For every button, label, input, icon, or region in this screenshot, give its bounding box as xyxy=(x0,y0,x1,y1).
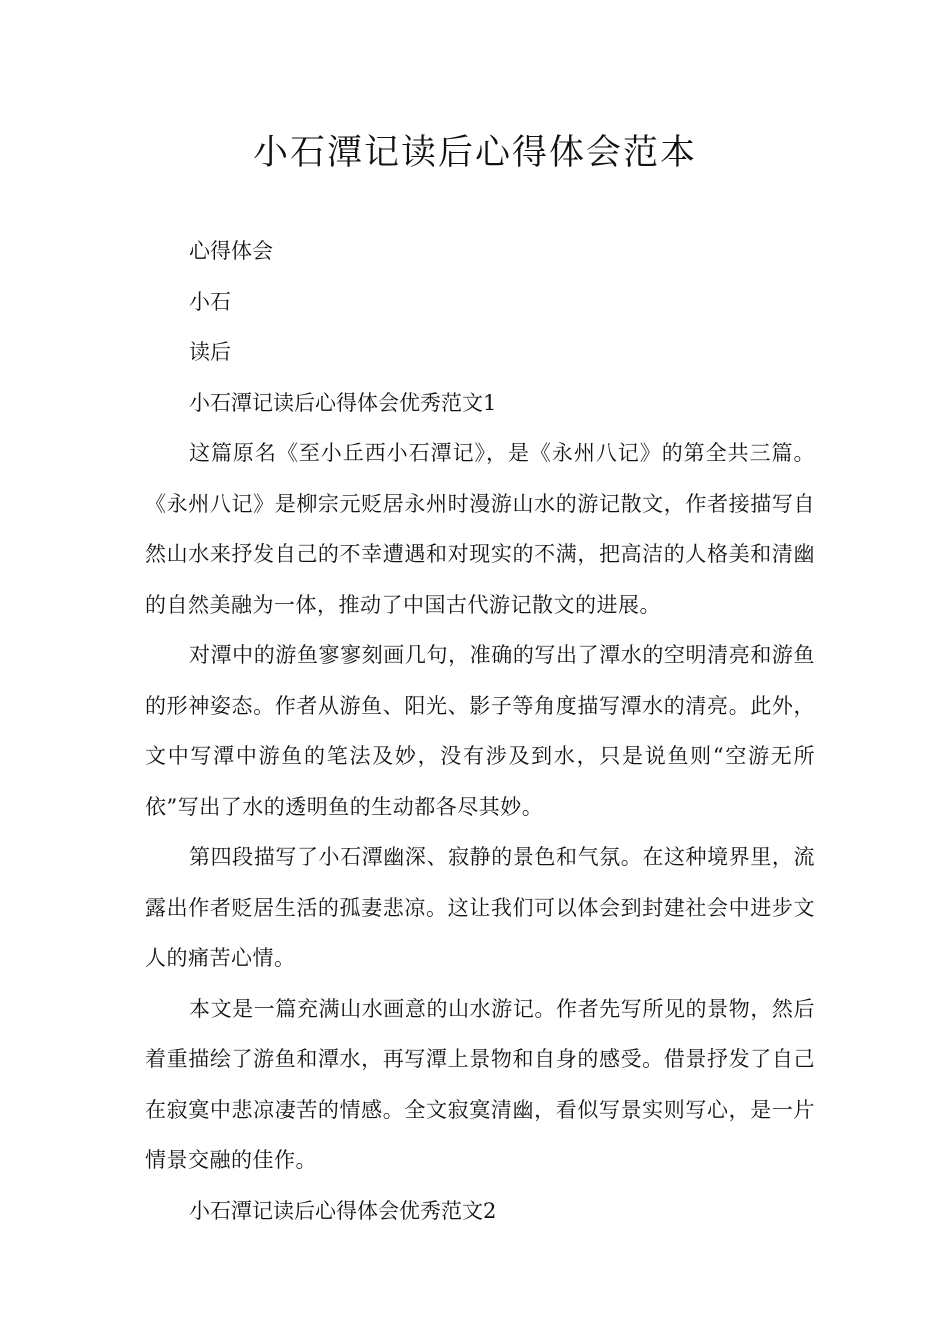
body-paragraph: 本文是一篇充满山水画意的山水游记。作者先写所见的景物，然后着重描绘了游鱼和潭水，再写潭上景物和自身的感受。借景抒发了自己在寂寞中悲凉凄苦的情感。全文寂寞清幽，看似写景实则写心，是一片情景交融的佳作。 xyxy=(145,996,815,1172)
body-paragraph: 这篇原名《至小丘西小石潭记》，是《永州八记》的第全共三篇。《永州八记》是柳宗元贬居永州时漫游山水的游记散文，作者接描写自然山水来抒发自己的不幸遭遇和对现实的不满，把高洁的人格美和清幽的自然美融为一体，推动了中国古代游记散文的进展。 xyxy=(145,441,815,617)
body-paragraph: 对潭中的游鱼寥寥刻画几句，准确的写出了潭水的空明清亮和游鱼的形神姿态。作者从游鱼、阳光、影子等角度描写潭水的清亮。此外，文中写潭中游鱼的笔法及妙，没有涉及到水，只是说鱼则“空游无所依”写出了水的透明鱼的生动都各尽其妙。 xyxy=(145,643,815,819)
document-title: 小石潭记读后心得体会范本 xyxy=(252,133,697,173)
keyword-line: 小石 xyxy=(189,289,231,314)
body-paragraph: 第四段描写了小石潭幽深、寂静的景色和气氛。在这种境界里，流露出作者贬居生活的孤妻悲凉。这让我们可以体会到封建社会中进步文人的痛苦心情。 xyxy=(145,845,815,970)
document-body xyxy=(145,226,815,1236)
keyword-line: 心得体会 xyxy=(189,239,273,263)
section-heading: 小石潭记读后心得体会优秀范文1 xyxy=(189,390,497,415)
section-heading: 小石潭记读后心得体会优秀范文2 xyxy=(189,1198,497,1223)
keyword-line: 读后 xyxy=(189,340,231,364)
